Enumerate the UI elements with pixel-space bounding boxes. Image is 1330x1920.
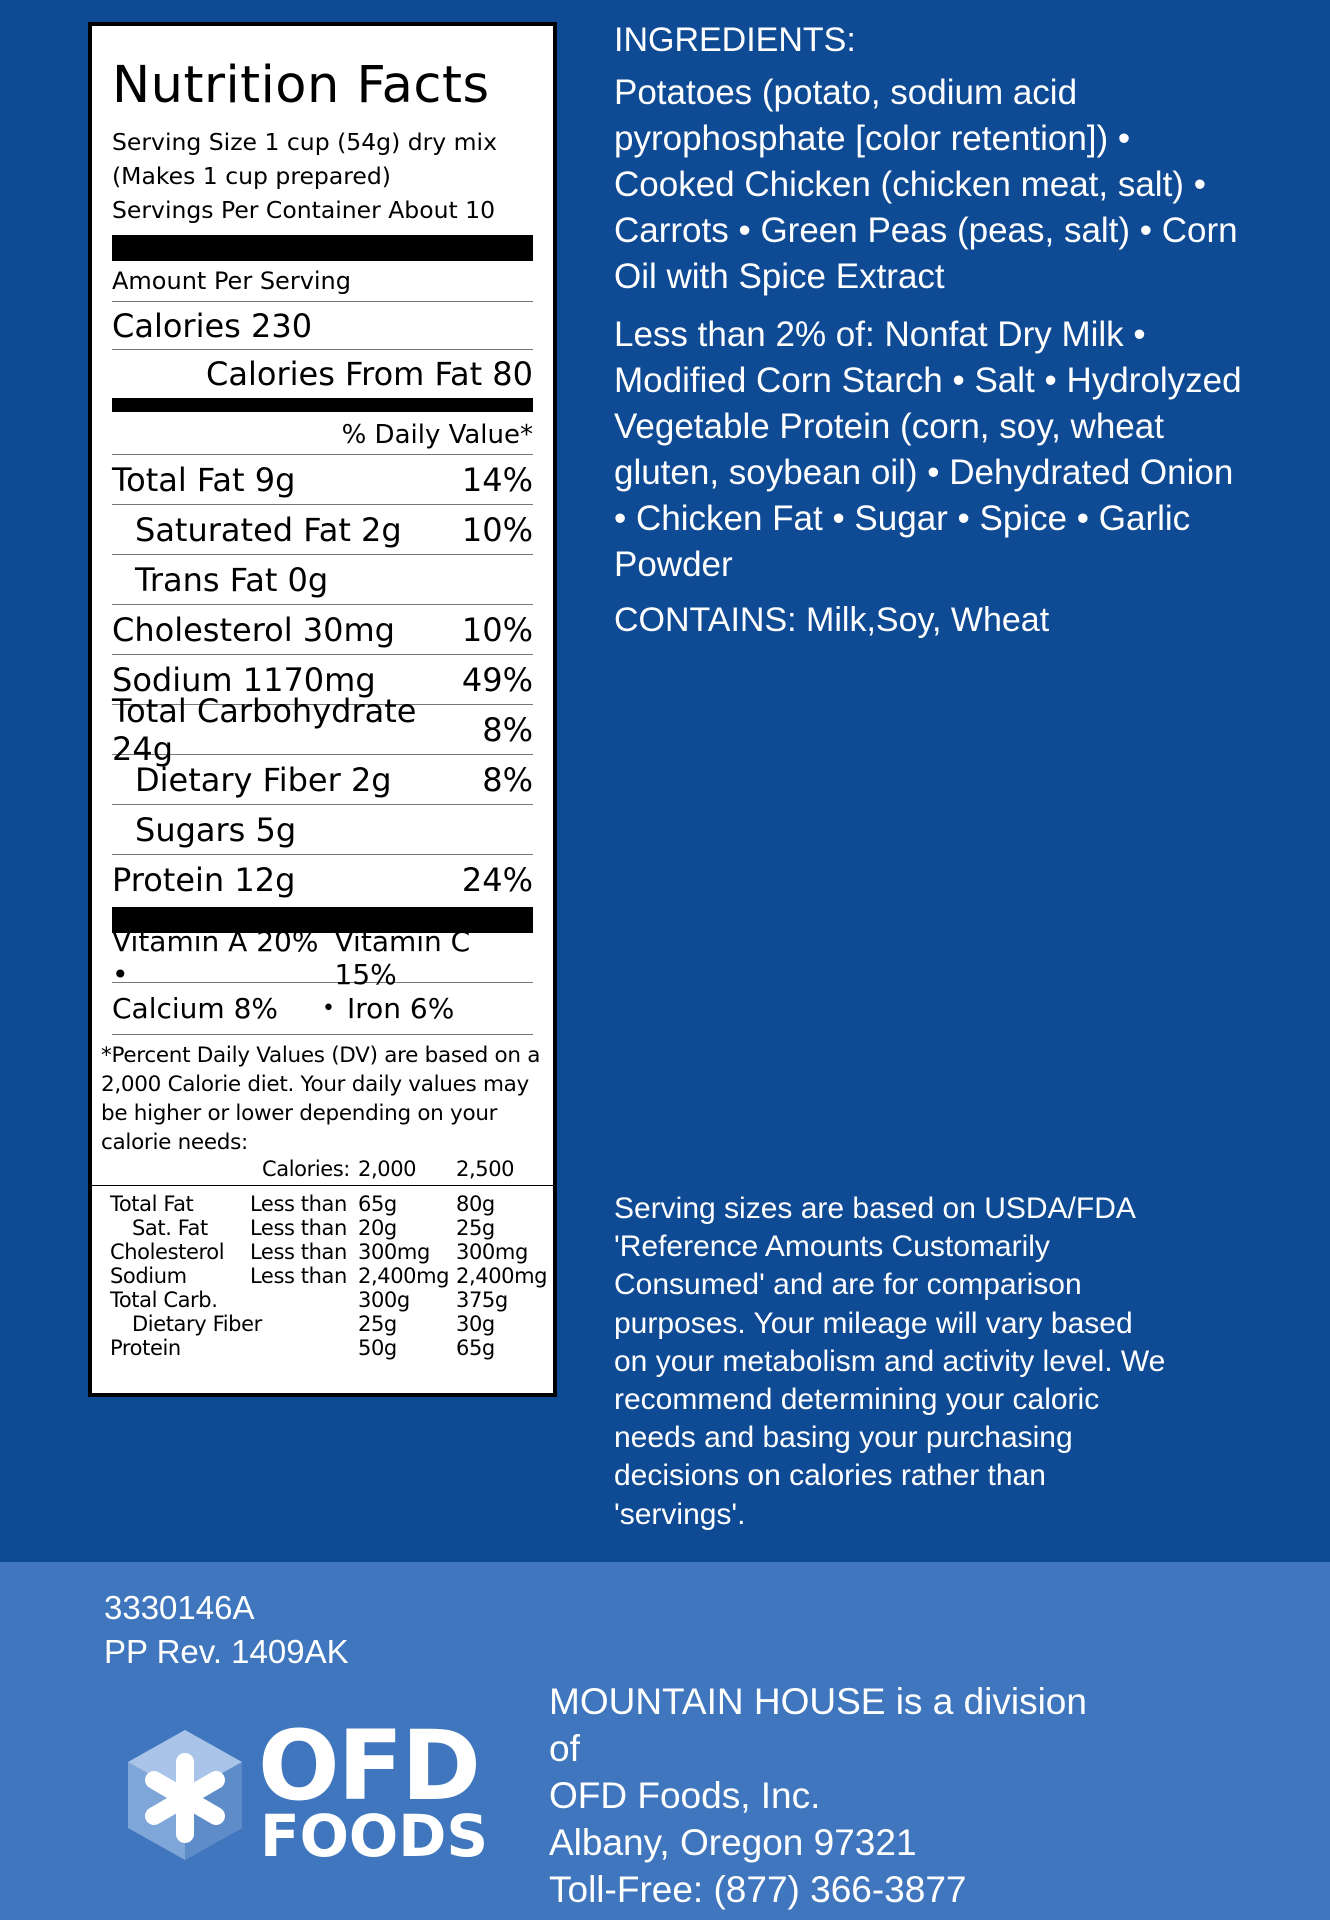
ingredients-minor-list: Less than 2% of: Nonfat Dry Milk • Modified Corn Starch • Salt • Hydrolyzed Vegetable Protein (corn, soy, wheat gluten, soybean oil) • Dehydrated Onion • Chicken Fat • Sugar • Spice • Garlic Powder	[614, 315, 1242, 584]
nutrient-dv: 49%	[461, 660, 533, 699]
product-codes	[104, 1586, 349, 1674]
revision-code: PP Rev. 1409AK	[104, 1633, 349, 1670]
calories-from-fat-label: Calories From Fat 80	[206, 355, 533, 393]
nutrient-row-saturated-fat	[112, 505, 533, 555]
company-address: Albany, Oregon 97321	[549, 1822, 917, 1863]
table-row: Total Fat Less than 65g 80g	[110, 1192, 495, 1216]
company-name: OFD Foods, Inc.	[549, 1775, 821, 1816]
nutrient-label: Protein 12g	[112, 861, 296, 899]
nutrient-label: Sodium 1170mg	[112, 660, 376, 699]
daily-value-table	[110, 1157, 548, 1360]
nutrient-dv: 14%	[461, 460, 533, 499]
logo-text-ofd: OFD	[258, 1710, 479, 1822]
nutrition-title: Nutrition Facts	[112, 56, 490, 115]
nutrient-row-cholesterol	[112, 605, 533, 655]
table-row: Sat. Fat Less than 20g 25g	[132, 1216, 495, 1240]
nutrient-dv: 8%	[482, 760, 533, 799]
nutrient-label: Total Carbohydrate 24g	[112, 691, 417, 768]
bullet: •	[322, 996, 335, 1021]
nutrient-row-total-fat	[112, 455, 533, 505]
company-phone: Toll-Free: (877) 366-3877	[549, 1869, 967, 1910]
table-row: Total Carb. 300g 375g	[110, 1288, 508, 1312]
divider-thick	[112, 235, 533, 261]
nutrient-label: Dietary Fiber 2g	[135, 760, 392, 799]
minerals-row	[112, 983, 533, 1035]
nutrient-dv: 10%	[461, 610, 533, 649]
nutrient-row-protein	[112, 855, 533, 905]
company-division: MOUNTAIN HOUSE is a division of	[549, 1681, 1087, 1769]
serving-info	[112, 125, 533, 227]
table-row: Cholesterol Less than 300mg 300mg	[110, 1240, 528, 1264]
snowflake-cube-icon	[120, 1722, 250, 1867]
vitamins-row	[112, 924, 533, 991]
nutrient-label: Sugars 5g	[135, 810, 297, 849]
nutrient-row-sugars	[112, 805, 533, 855]
calories-from-fat-row	[112, 350, 533, 398]
vitamin-a: Vitamin A 20% •	[112, 924, 319, 991]
ingredients-section	[614, 20, 1254, 640]
daily-value-header: % Daily Value*	[112, 412, 533, 455]
nutrient-dv: 24%	[461, 861, 533, 899]
divider-medium	[112, 398, 533, 412]
product-code: 3330146A	[104, 1589, 255, 1626]
daily-value-footnote: *Percent Daily Values (DV) are based on a 2,000 Calorie diet. Your daily values may be higher or lower depending on your calorie needs:	[101, 1043, 541, 1155]
nutrition-facts-panel	[88, 22, 557, 1397]
nutrient-row-trans-fat	[112, 555, 533, 605]
table-row: Protein 50g 65g	[110, 1336, 495, 1360]
nutrient-dv: 8%	[482, 710, 533, 749]
serving-size: Serving Size 1 cup (54g) dry mix	[112, 128, 497, 156]
ingredients-heading: INGREDIENTS:	[614, 21, 856, 59]
nutrient-label: Trans Fat 0g	[135, 560, 329, 599]
iron: Iron 6%	[346, 992, 455, 1025]
allergen-statement: CONTAINS: Milk,Soy, Wheat	[614, 601, 1050, 639]
vitamin-c: Vitamin C 15%	[334, 924, 471, 991]
nutrient-dv: 10%	[461, 510, 533, 549]
nutrient-label: Cholesterol 30mg	[112, 610, 395, 649]
calcium: Calcium 8%	[112, 992, 279, 1025]
amount-per-serving: Amount Per Serving	[112, 261, 533, 302]
nutrient-row-total-carbohydrate	[112, 691, 533, 768]
table-divider	[90, 1185, 553, 1186]
servings-per-container: Servings Per Container About 10	[112, 196, 496, 224]
ofd-foods-logo	[120, 1710, 489, 1870]
table-row: Sodium Less than 2,400mg 2,400mg	[110, 1264, 548, 1288]
calories-label: Calories 230	[112, 306, 313, 345]
logo-text-foods: FOODS	[260, 1802, 489, 1870]
serving-makes: (Makes 1 cup prepared)	[112, 162, 391, 190]
nutrient-label: Total Fat 9g	[112, 460, 296, 499]
table-row: Dietary Fiber 25g 30g	[132, 1312, 495, 1336]
serving-size-note: Serving sizes are based on USDA/FDA 'Reference Amounts Customarily Consumed' and are for comparison purposes. Your mileage will vary based on your metabolism and activity level. We recommend determining your caloric needs and basing your purchasing decisions on calories rather than 'servings'.	[614, 1192, 1166, 1531]
nutrient-label: Saturated Fat 2g	[135, 510, 402, 549]
company-info	[549, 1678, 1109, 1913]
ingredients-list: Potatoes (potato, sodium acid pyrophosphate [color retention]) • Cooked Chicken (chicken meat, salt) • Carrots • Green Peas (peas, salt) • Corn Oil with Spice Extract	[614, 73, 1238, 296]
calories-row	[112, 302, 533, 350]
table-header: Calories: 2,000 2,500	[261, 1157, 515, 1181]
